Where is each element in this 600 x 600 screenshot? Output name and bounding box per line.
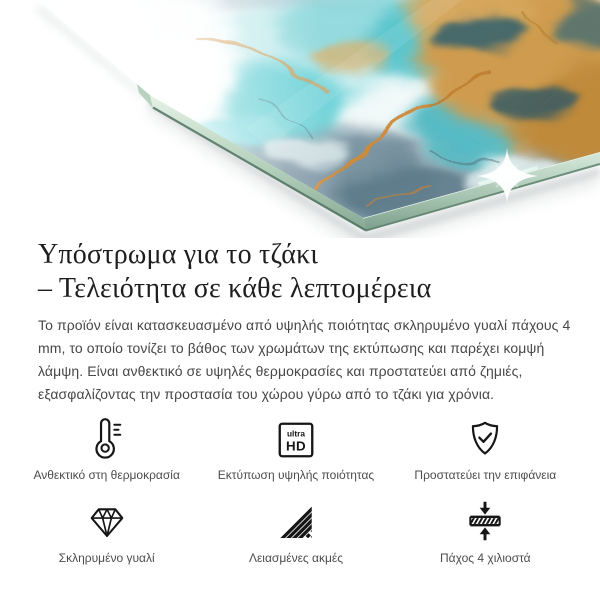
feature-label: Λειασμένες ακμές [248, 551, 344, 565]
feature-label: Εκτύπωση υψηλής ποιότητας [217, 468, 375, 482]
thermometer-icon [85, 416, 129, 460]
feature-icon-wrap [85, 416, 129, 460]
product-description: Το προϊόν είναι κατασκευασμένο από υψηλής ποιότητας σκληρυμένο γυαλί πάχους 4 mm, το οποίο τονίζει το βάθος των χρωμάτων της εκτύπωσης και παρέχει κομψή λάμψη. Είναι ανθεκτικό σε υψηλές θερμοκρασίες και προστατεύει από ζημιές, εξασφαλίζοντας την προστασία του χώρου γύρω από το τζάκι για χρόνια. [38, 317, 571, 402]
feature-thickness [391, 499, 580, 566]
feature-icon-wrap [276, 499, 316, 543]
feature-label: Ανθεκτικό στη θερμοκρασία [33, 468, 180, 482]
ultra-hd-icon [276, 420, 316, 460]
feature-tempered-glass [12, 499, 201, 566]
feature-print-quality [201, 416, 390, 483]
svg-text:HD: HD [286, 438, 306, 454]
svg-text:ultra: ultra [286, 428, 306, 439]
polished-edges-icon [276, 503, 316, 543]
feature-label: Προστατεύει την επιφάνεια [414, 468, 557, 482]
feature-temperature-resistant [12, 416, 201, 483]
feature-icon-wrap [463, 499, 507, 543]
page-title-line2: – Τελειότητα σε κάθε λεπτομέρεια [38, 273, 432, 304]
feature-surface-protection [391, 416, 580, 483]
feature-polished-edges [201, 499, 390, 566]
diamond-icon [86, 501, 128, 543]
thickness-icon [463, 499, 507, 543]
page-title [38, 238, 572, 306]
shield-check-icon [464, 418, 506, 460]
page-title-line1: Υπόστρωμα για το τζάκι [38, 239, 319, 270]
feature-label: Πάχος 4 χιλιοστά [440, 551, 531, 565]
feature-icon-wrap [464, 416, 506, 460]
content-section [0, 238, 600, 566]
feature-icon-wrap [86, 499, 128, 543]
feature-label: Σκληρυμένο γυαλί [58, 551, 155, 565]
hero-section [0, 0, 600, 238]
features-grid [12, 416, 580, 566]
product-photo-glass-panel [0, 0, 600, 238]
feature-icon-wrap [276, 416, 316, 460]
